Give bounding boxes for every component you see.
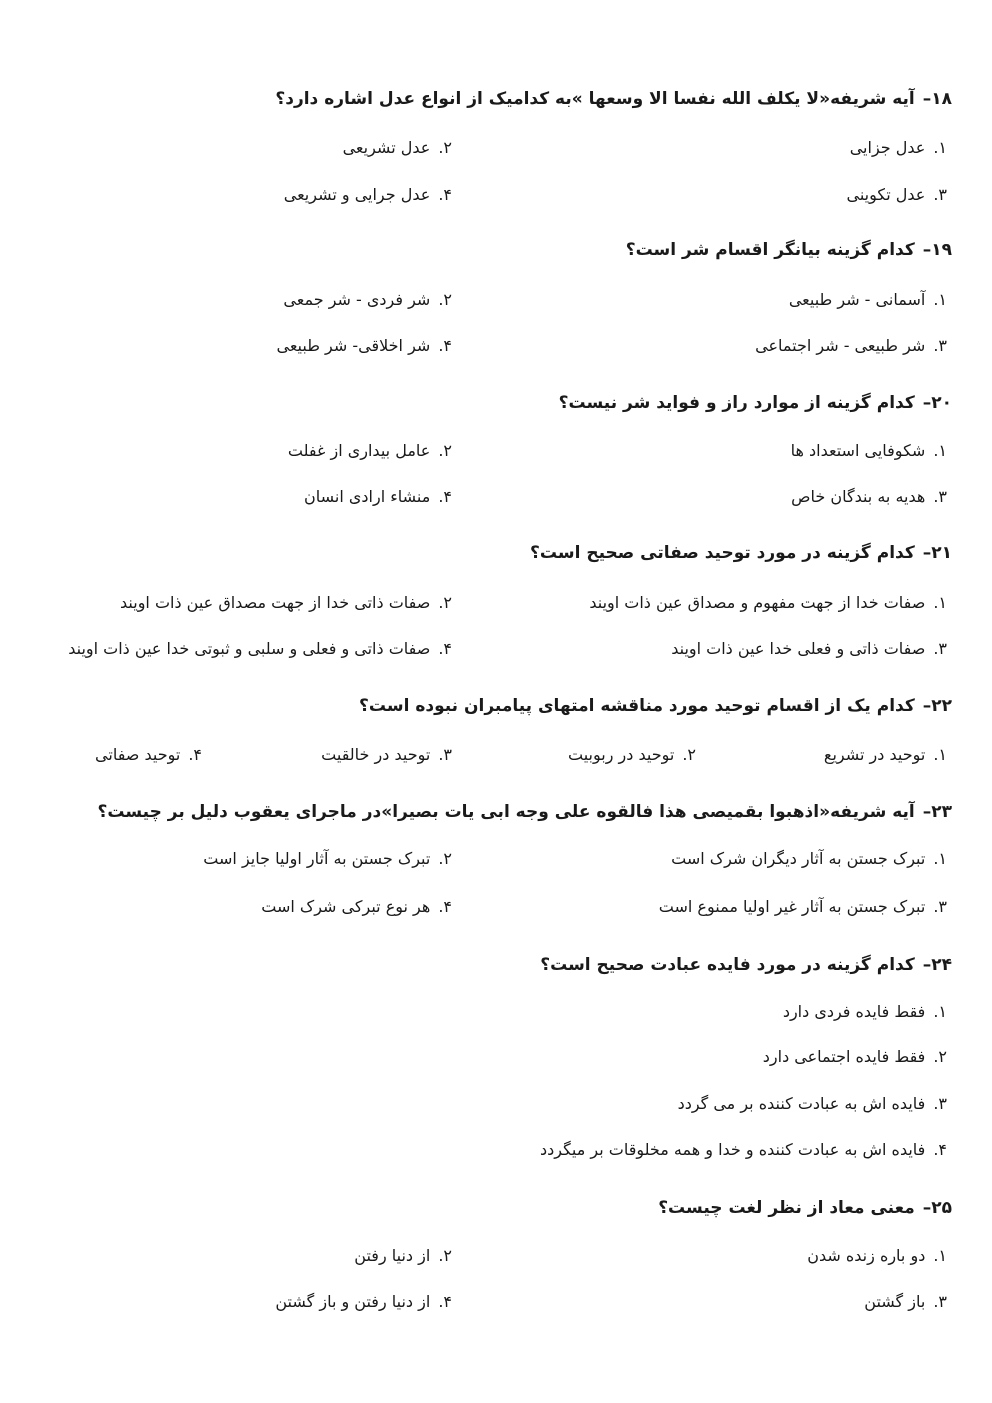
option-number: ۴. (933, 1140, 947, 1159)
question-text: کدام گزینه بیانگر اقسام شر است؟ (625, 240, 915, 260)
option-text: عامل بیداری از غفلت (287, 441, 431, 460)
option-text: تبرک جستن به آثار اولیا جایز است (203, 849, 431, 868)
option-4 (275, 1290, 452, 1314)
option-text: فایده اش به عبادت کننده و خدا و همه مخلوقات بر میگردد (540, 1140, 926, 1159)
option-2 (120, 591, 452, 615)
option-2 (354, 1244, 452, 1268)
option-1 (783, 1000, 947, 1024)
option-number: ۴. (188, 745, 202, 764)
option-number: ۴. (438, 185, 452, 204)
option-number: ۲. (438, 138, 452, 157)
option-number: ۳. (933, 639, 947, 658)
option-text: فقط فایده فردی دارد (782, 1002, 926, 1021)
option-number: ۱. (933, 1246, 947, 1265)
option-number: ۳. (933, 185, 947, 204)
option-text: صفات ذاتی خدا از جهت مصداق عین ذات اویند (120, 593, 431, 612)
option-text: عدل جرایی و تشریعی (283, 185, 431, 204)
question-stem (20, 1196, 952, 1220)
option-2 (343, 136, 452, 160)
option-4 (277, 334, 453, 358)
question-stem (20, 391, 952, 415)
option-text: توحید در خالقیت (321, 745, 431, 764)
option-4 (95, 743, 202, 767)
option-number: ۲. (438, 849, 452, 868)
option-1 (824, 743, 947, 767)
option-text: صفات خدا از جهت مفهوم و مصداق عین ذات اویند (589, 593, 926, 612)
option-text: عدل جزایی (849, 138, 926, 157)
option-2 (763, 1045, 947, 1069)
option-number: ۲. (438, 593, 452, 612)
option-text: آسمانی - شر طبیعی (788, 290, 926, 309)
option-number: ۴. (438, 1292, 452, 1311)
option-number: ۴. (438, 487, 452, 506)
option-number: ۱. (933, 745, 947, 764)
option-text: فقط فایده اجتماعی دارد (762, 1047, 926, 1066)
option-number: ۲. (933, 1047, 947, 1066)
option-number: ۳. (933, 487, 947, 506)
question-text: کدام گزینه در مورد توحید صفاتی صحیح است؟ (530, 543, 915, 563)
question-text: کدام گزینه در مورد فایده عبادت صحیح است؟ (540, 955, 915, 975)
question-number: ۲۴– (922, 955, 952, 975)
option-text: عدل تشریعی (342, 138, 431, 157)
question-stem (20, 87, 952, 111)
option-text: شر فردی - شر جمعی (283, 290, 431, 309)
option-text: منشاء ارادی انسان (304, 487, 431, 506)
option-text: از دنیا رفتن و باز گشتن (275, 1292, 431, 1311)
question-stem (20, 953, 952, 977)
option-text: تبرک جستن به آثار غیر اولیا ممنوع است (658, 897, 926, 916)
option-number: ۲. (682, 745, 696, 764)
option-2 (568, 743, 696, 767)
question-number: ۱۸– (922, 89, 952, 109)
question-text: کدام یک از اقسام توحید مورد مناقشه امتهای پیامبران نبوده است؟ (359, 696, 915, 716)
option-number: ۴. (438, 897, 452, 916)
option-text: شکوفایی استعداد ها (790, 441, 926, 460)
option-4 (540, 1138, 947, 1162)
option-number: ۱. (933, 138, 947, 157)
option-3 (791, 485, 947, 509)
option-text: باز گشتن (864, 1292, 926, 1311)
option-number: ۴. (438, 336, 452, 355)
option-1 (791, 439, 947, 463)
option-number: ۱. (933, 1002, 947, 1021)
option-number: ۲. (438, 1246, 452, 1265)
question-number: ۱۹– (922, 240, 952, 260)
question-number: ۲۲– (922, 696, 952, 716)
question-stem (20, 800, 952, 824)
question-stem (20, 238, 952, 262)
option-text: فایده اش به عبادت کننده بر می گردد (677, 1094, 926, 1113)
option-1 (850, 136, 947, 160)
question-number: ۲۳– (922, 802, 952, 822)
option-3 (864, 1290, 947, 1314)
option-1 (671, 847, 947, 871)
question-number: ۲۰– (922, 393, 952, 413)
option-text: صفات ذاتی و فعلی خدا عین ذات اویند (671, 639, 926, 658)
option-number: ۴. (438, 639, 452, 658)
option-text: صفات ذاتی و فعلی و سلبی و ثبوتی خدا عین ذات اویند (68, 639, 431, 658)
option-text: توحید در تشریع (823, 745, 926, 764)
option-1 (589, 591, 947, 615)
option-number: ۱. (933, 849, 947, 868)
option-2 (288, 439, 452, 463)
option-text: توحید در ربوبیت (568, 745, 675, 764)
option-1 (789, 288, 947, 312)
option-number: ۳. (933, 897, 947, 916)
question-number: ۲۵– (922, 1198, 952, 1218)
option-2 (283, 288, 452, 312)
question-text: آیه شریفه«لا یکلف الله نفسا الا وسعها »به کدامیک از انواع عدل اشاره دارد؟ (275, 89, 915, 109)
option-number: ۳. (933, 336, 947, 355)
option-text: هدیه به بندگان خاص (791, 487, 926, 506)
option-3 (671, 637, 947, 661)
question-stem (20, 541, 952, 565)
option-text: عدل تکوینی (846, 185, 926, 204)
option-4 (68, 637, 452, 661)
option-3 (678, 1092, 947, 1116)
question-number: ۲۱– (922, 543, 952, 563)
option-4 (284, 183, 452, 207)
option-number: ۱. (933, 290, 947, 309)
option-4 (304, 485, 452, 509)
option-text: شر طبیعی - شر اجتماعی (755, 336, 926, 355)
option-number: ۳. (438, 745, 452, 764)
option-number: ۱. (933, 593, 947, 612)
option-1 (807, 1244, 947, 1268)
option-text: تبرک جستن به آثار دیگران شرک است (671, 849, 926, 868)
option-3 (755, 334, 947, 358)
option-number: ۳. (933, 1094, 947, 1113)
question-text: آیه شریفه«اذهبوا بقمیصی هذا فالقوه علی وجه ابی یات بصیرا»در ماجرای یعقوب دلیل بر چیست؟ (97, 802, 915, 822)
option-number: ۲. (438, 290, 452, 309)
option-4 (261, 895, 452, 919)
option-3 (659, 895, 947, 919)
option-3 (321, 743, 452, 767)
option-2 (203, 847, 452, 871)
option-3 (846, 183, 947, 207)
option-text: دو باره زنده شدن (807, 1246, 926, 1265)
option-text: توحید صفاتی (95, 745, 181, 764)
option-number: ۲. (438, 441, 452, 460)
option-text: از دنیا رفتن (354, 1246, 431, 1265)
question-stem (20, 694, 952, 718)
option-text: هر نوع تبرکی شرک است (261, 897, 431, 916)
option-text: شر اخلاقی- شر طبیعی (276, 336, 431, 355)
question-text: معنی معاد از نظر لغت چیست؟ (658, 1198, 915, 1218)
option-number: ۱. (933, 441, 947, 460)
option-number: ۳. (933, 1292, 947, 1311)
question-text: کدام گزینه از موارد راز و فواید شر نیست؟ (558, 393, 915, 413)
